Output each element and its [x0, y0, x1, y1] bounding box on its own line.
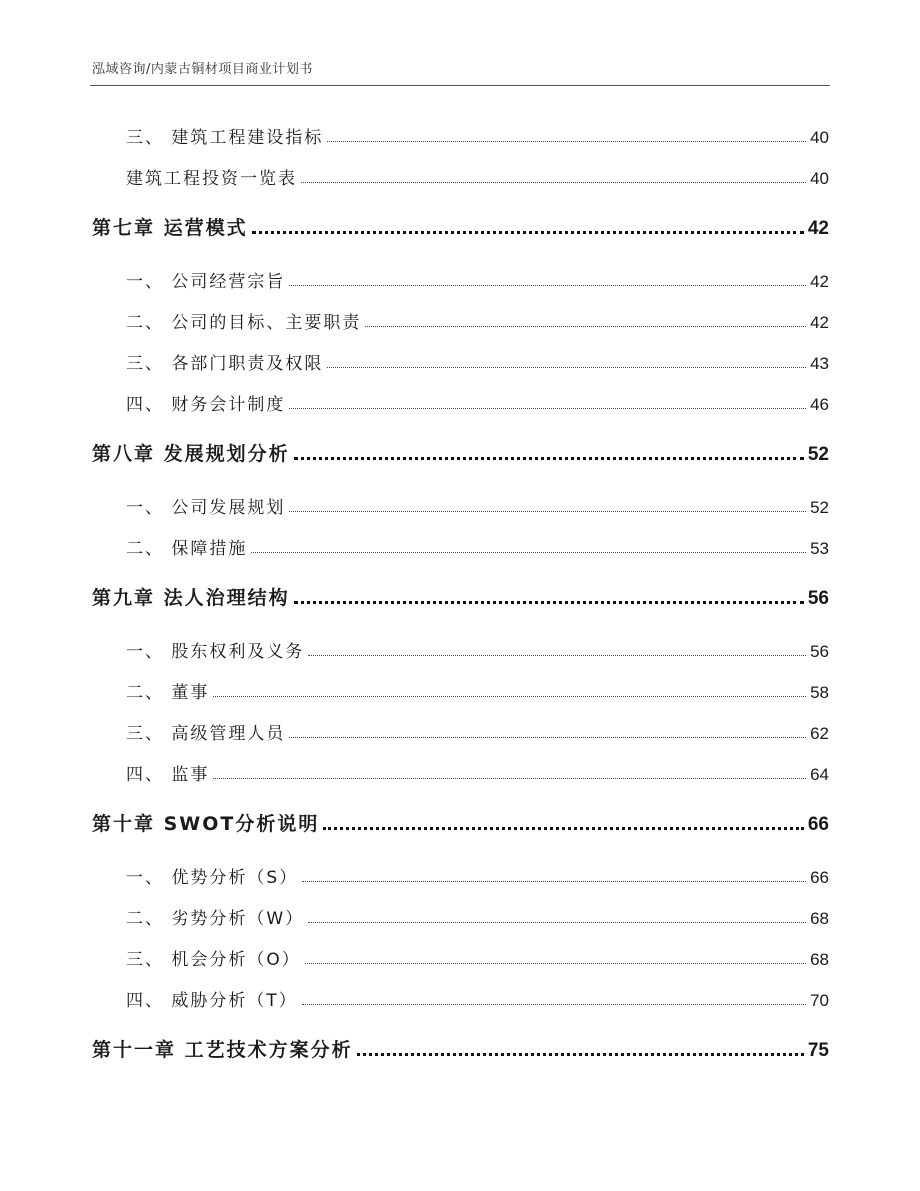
toc-entry-page: 40 [810, 128, 829, 147]
toc-leader-dots [327, 367, 806, 368]
toc-entry-page: 58 [810, 683, 829, 702]
toc-entry-page: 70 [810, 991, 829, 1010]
toc-entry-page: 56 [810, 642, 829, 661]
toc-chapter-entry[interactable] [92, 214, 829, 240]
toc-leader-dots [357, 1053, 804, 1056]
toc-chapter-page: 66 [807, 814, 829, 835]
toc-entry-page: 53 [810, 539, 829, 558]
toc-chapter-label: 第十一章 工艺技术方案分析 [92, 1039, 353, 1061]
toc-entry[interactable] [92, 348, 829, 374]
toc-entry[interactable] [92, 307, 829, 333]
toc-entry[interactable] [92, 492, 829, 518]
toc-leader-dots [327, 141, 806, 142]
toc-chapter-entry[interactable] [92, 440, 829, 466]
toc-entry[interactable] [92, 533, 829, 559]
toc-entry-page: 52 [810, 498, 829, 517]
toc-entry-label: 四、 财务会计制度 [126, 395, 286, 415]
toc-leader-dots [294, 601, 804, 604]
toc-entry-page: 62 [810, 724, 829, 743]
toc-entry[interactable] [92, 985, 829, 1011]
toc-chapter-page: 56 [807, 588, 829, 609]
toc-entry-label: 二、 董事 [126, 683, 210, 703]
toc-entry[interactable] [92, 163, 829, 189]
toc-chapter-entry[interactable] [92, 1036, 829, 1062]
toc-leader-dots [302, 881, 806, 882]
toc-entry-page: 43 [810, 354, 829, 373]
toc-chapter-label: 第八章 发展规划分析 [92, 443, 290, 465]
toc-entry-label: 四、 威胁分析（T） [126, 991, 298, 1011]
toc-entry-page: 66 [810, 868, 829, 887]
toc-leader-dots [289, 285, 806, 286]
toc-entry-label: 三、 建筑工程建设指标 [126, 128, 324, 148]
toc-entry-label: 一、 优势分析（S） [126, 868, 299, 888]
toc-leader-dots [213, 696, 806, 697]
toc-entry-label: 建筑工程投资一览表 [126, 169, 297, 189]
toc-entry-label: 二、 保障措施 [126, 539, 248, 559]
page-header-title: 泓域咨询/内蒙古铜材项目商业计划书 [92, 62, 313, 77]
toc-leader-dots [294, 457, 804, 460]
toc-entry[interactable] [92, 266, 829, 292]
toc-entry-label: 一、 公司发展规划 [126, 498, 286, 518]
toc-entry[interactable] [92, 903, 829, 929]
toc-entry[interactable] [92, 636, 829, 662]
toc-entry-page: 46 [810, 395, 829, 414]
toc-entry-label: 三、 机会分析（O） [126, 950, 301, 970]
toc-entry-label: 二、 公司的目标、主要职责 [126, 313, 362, 333]
toc-chapter-page: 75 [807, 1040, 829, 1061]
toc-leader-dots [323, 827, 803, 830]
toc-entry[interactable] [92, 122, 829, 148]
toc-entry-page: 68 [810, 909, 829, 928]
toc-leader-dots [301, 182, 806, 183]
toc-entry-label: 四、 监事 [126, 765, 210, 785]
toc-entry[interactable] [92, 718, 829, 744]
toc-leader-dots [365, 326, 806, 327]
toc-leader-dots [251, 552, 806, 553]
toc-entry-page: 42 [810, 313, 829, 332]
toc-chapter-label: 第九章 法人治理结构 [92, 587, 290, 609]
toc-entry-page: 68 [810, 950, 829, 969]
toc-chapter-entry[interactable] [92, 584, 829, 610]
toc-leader-dots [308, 922, 806, 923]
toc-entry[interactable] [92, 389, 829, 415]
toc-entry-label: 二、 劣势分析（W） [126, 909, 305, 929]
header-divider [90, 85, 830, 86]
toc-entry[interactable] [92, 862, 829, 888]
toc-entry-label: 一、 公司经营宗旨 [126, 272, 286, 292]
toc-chapter-entry[interactable] [92, 810, 829, 836]
toc-chapter-page: 42 [807, 218, 829, 239]
toc-entry[interactable] [92, 944, 829, 970]
toc-chapter-label: 第十章 SWOT分析说明 [92, 813, 320, 835]
toc-entry[interactable] [92, 759, 829, 785]
toc-leader-dots [289, 737, 806, 738]
toc-leader-dots [305, 963, 806, 964]
toc-entry-page: 40 [810, 169, 829, 188]
toc-leader-dots [289, 408, 806, 409]
toc-entry-page: 64 [810, 765, 829, 784]
toc-entry-label: 三、 各部门职责及权限 [126, 354, 324, 374]
toc-leader-dots [252, 231, 804, 234]
toc-entry-label: 一、 股东权利及义务 [126, 642, 305, 662]
toc-leader-dots [302, 1004, 806, 1005]
toc-leader-dots [213, 778, 806, 779]
toc-chapter-label: 第七章 运营模式 [92, 217, 248, 239]
toc-leader-dots [308, 655, 806, 656]
toc-leader-dots [289, 511, 806, 512]
toc-chapter-page: 52 [807, 444, 829, 465]
toc-entry-page: 42 [810, 272, 829, 291]
toc-entry[interactable] [92, 677, 829, 703]
toc-entry-label: 三、 高级管理人员 [126, 724, 286, 744]
